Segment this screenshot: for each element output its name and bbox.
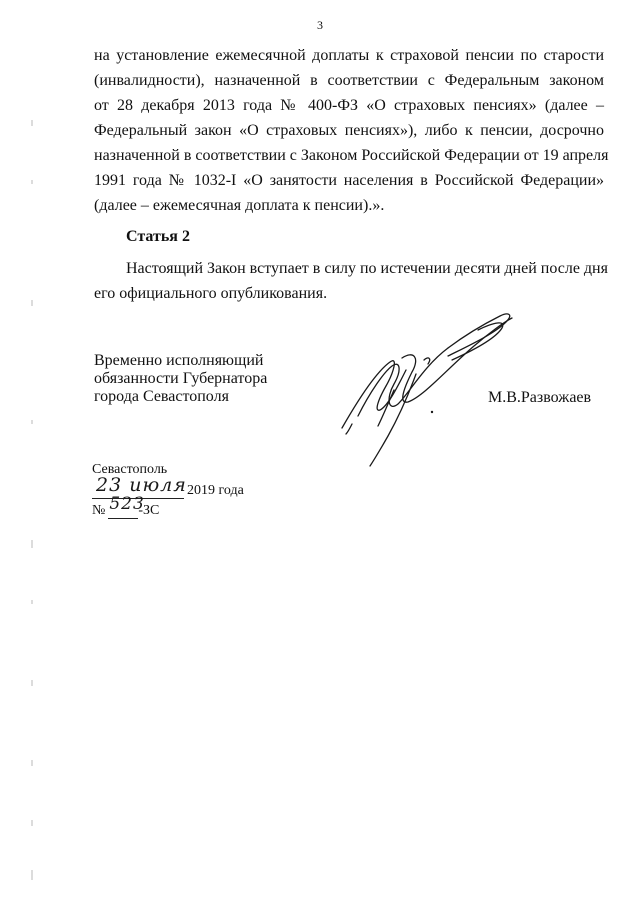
document-footer: [92, 462, 244, 522]
text-line: 1991 года № 1032-I «О занятости населения в Российской Федерации»: [94, 172, 604, 189]
handwritten-number: 523: [109, 494, 145, 514]
date-year: 2019 года: [187, 483, 244, 498]
signatory-title: [94, 352, 267, 406]
text-line: от 28 декабря 2013 года № 400-ФЗ «О страховых пенсиях» (далее –: [94, 97, 604, 114]
city-label: Севастополь: [92, 462, 168, 477]
text-line: назначенной в соответствии с Законом Российской Федерации от 19 апреля: [94, 147, 609, 164]
article-heading: Статья 2: [126, 228, 190, 245]
signatory-title-line: города Севастополя: [94, 388, 229, 405]
text-line: его официального опубликования.: [94, 285, 328, 302]
page-number: 3: [317, 18, 323, 32]
text-line: Настоящий Закон вступает в силу по истечении десяти дней после дня: [126, 260, 608, 277]
text-line: Федеральный закон «О страховых пенсиях»), либо к пенсии, досрочно: [94, 122, 604, 139]
signatory-title-line: обязанности Губернатора: [94, 370, 268, 387]
signatory-name: М.В.Развожаев: [488, 389, 592, 406]
scan-margin-marks: [30, 120, 34, 890]
signatory-title-line: Временно исполняющий: [94, 352, 264, 369]
text-line: на установление ежемесячной доплаты к страховой пенсии по старости: [94, 47, 604, 64]
number-sign: №: [92, 503, 106, 518]
article-body: [94, 256, 608, 306]
number-suffix: -ЗС: [138, 503, 160, 518]
handwritten-signature: [328, 300, 528, 475]
text-line: (инвалидности), назначенной в соответствии с Федеральным законом: [94, 72, 604, 89]
number-blank: [108, 494, 145, 519]
paragraph-amendment-text: [94, 43, 609, 218]
law-number-line: [92, 494, 244, 522]
handwritten-date: 23 июля: [96, 474, 187, 496]
text-line: (далее – ежемесячная доплата к пенсии).».: [94, 197, 385, 214]
